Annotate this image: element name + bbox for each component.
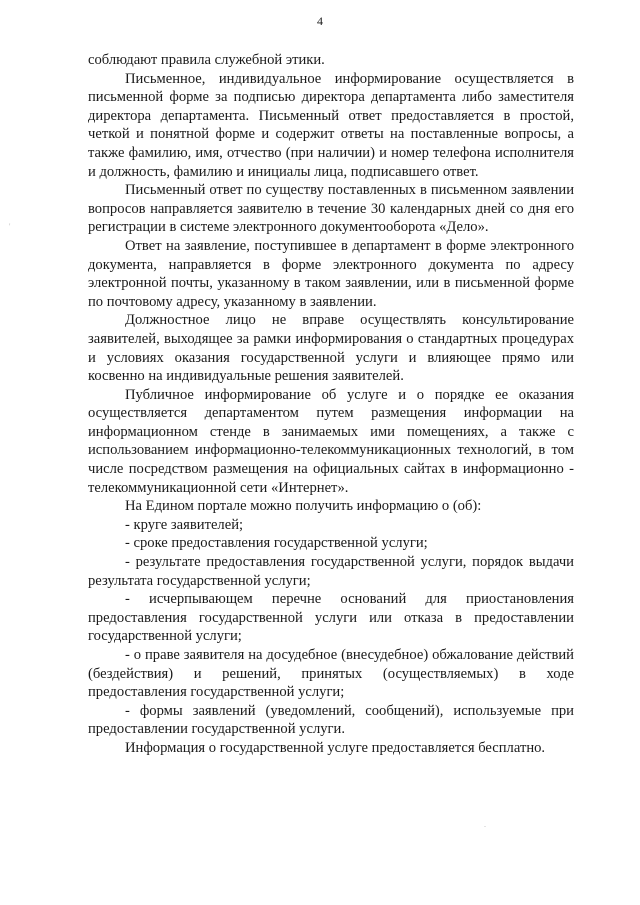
paragraph-written-response-deadline: Письменный ответ по существу поставленных в письменном заявлении вопросов направляется заявителю в течение 30 календарных дней со дня его регистрации в системе электронного документооборота «Дело». [88, 182, 574, 236]
paragraph-written-informing: Письменное, индивидуальное информирование осуществляется в письменной форме за подписью директора департамента либо заместителя директора департамента. Письменный ответ предоставляется в простой, четкой и понятной форме и содержит ответы на поставленные вопросы, а также фамилию, имя, отчество (при наличии) и номер телефона исполнителя и должность, фамилию и инициалы лица, подписавшего ответ. [88, 70, 574, 180]
list-item-grounds-list: - исчерпывающем перечне оснований для приостановления предоставления государственной услуги или отказа в предоставлении государственной услуги; [88, 591, 574, 645]
list-item-applicants: - круге заявителей; [125, 516, 244, 533]
paragraph-continuation: соблюдают правила служебной этики. [88, 52, 325, 68]
document-body [88, 51, 574, 758]
list-item-appeal-right: - о праве заявителя на досудебное (внесудебное) обжалование действий (бездействия) и решений, принятых (осуществляемых) в ходе предоставления государственной услуги; [88, 647, 574, 701]
list-item-service-term: - сроке предоставления государственной услуги; [125, 535, 428, 552]
scan-mark: . [484, 820, 486, 829]
paragraph-portal-intro: На Едином портале можно получить информацию о (об): [125, 498, 482, 515]
list-item-application-forms: - формы заявлений (уведомлений, сообщений), используемые при предоставлении государственной услуги. [88, 702, 574, 738]
list-item-service-result: - результате предоставления государственной услуги, порядок выдачи результата государственной услуги; [88, 554, 574, 589]
paragraph-electronic-response: Ответ на заявление, поступившее в департамент в форме электронного документа, направляется в форме электронного документа по адресу электронной почты, указанному в таком заявлении, или в письменной форме по почтовому адресу, указанному в заявлении. [88, 237, 574, 310]
paragraph-official-restrictions: Должностное лицо не вправе осуществлять консультирование заявителей, выходящее за рамки информирования о стандартных процедурах и условиях оказания государственной услуги и влияющее прямо или косвенно на индивидуальные решения заявителей. [88, 312, 574, 385]
paragraph-public-informing: Публичное информирование об услуге и о порядке ее оказания осуществляется департаментом путем размещения информации на информационном стенде в занимаемых ими помещениях, а также с использованием информационно-телекоммуникационных технологий, в том числе посредством размещения на официальных сайтах в информационно - телекоммуникационной сети «Интернет». [88, 386, 574, 496]
page-number: 4 [317, 14, 323, 28]
paragraph-free-of-charge: Информация о государственной услуге предоставляется бесплатно. [125, 739, 546, 756]
scan-mark: ' [9, 222, 11, 231]
